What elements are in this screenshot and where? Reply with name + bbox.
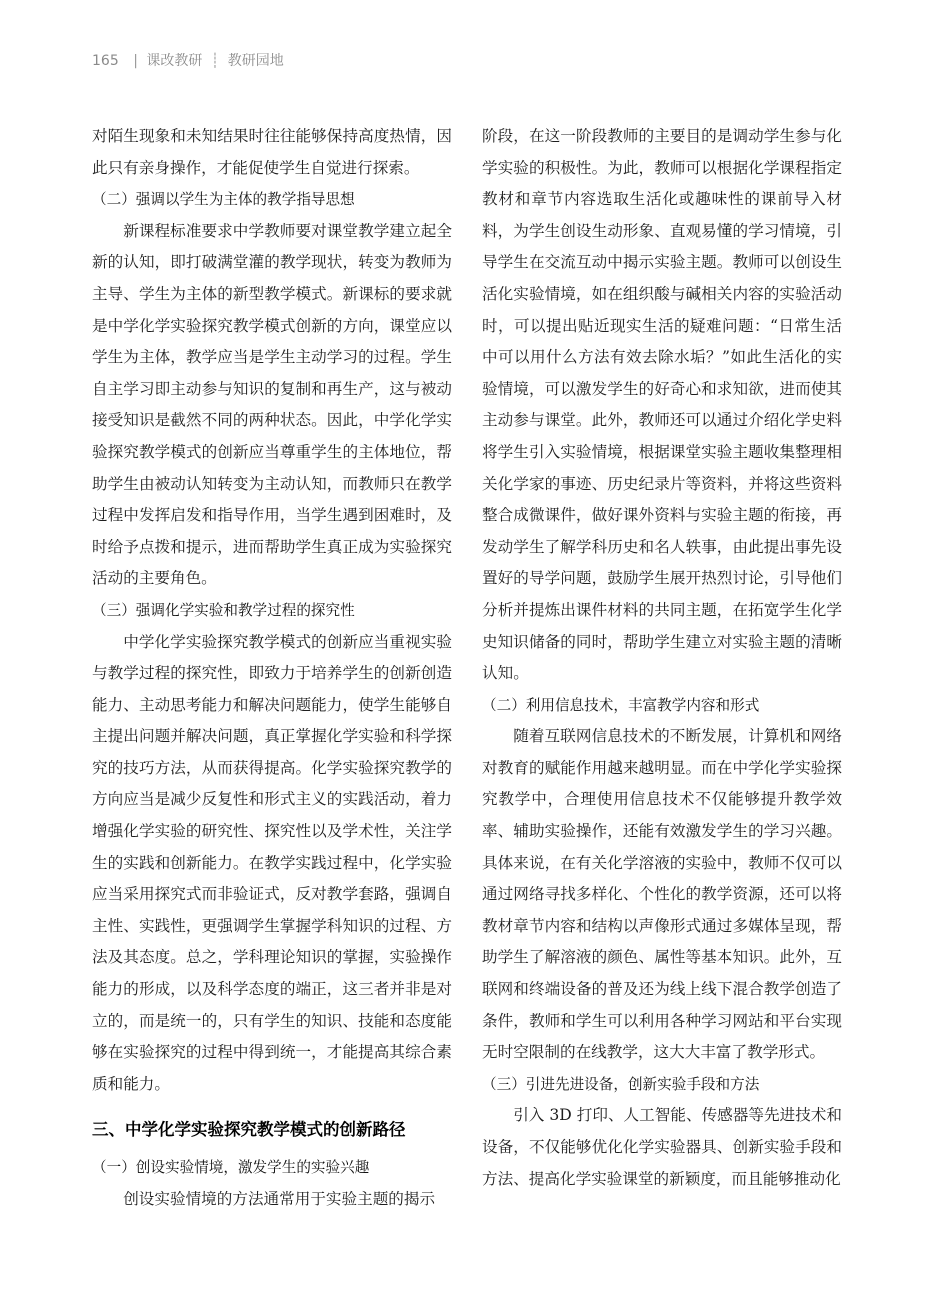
subsection-heading: （二）利用信息技术，丰富教学内容和形式 [482, 696, 760, 714]
paragraph: 创设实验情境的方法通常用于实验主题的揭示 [123, 1189, 436, 1208]
subsection-heading: （三）强调化学实验和教学过程的探究性 [92, 601, 355, 619]
left-column [92, 121, 452, 1215]
section-heading: 三、中学化学实验探究教学模式的创新路径 [92, 1120, 406, 1140]
header-divider: ┊ [210, 53, 220, 69]
subsection-heading: （一）创设实验情境，激发学生的实验兴趣 [92, 1159, 370, 1176]
subsection-heading: （三）引进先进设备，创新实验手段和方法 [482, 1075, 760, 1093]
paragraph: 对陌生现象和未知结果时往往能够保持高度热情，因此只有亲身操作，才能促使学生自觉进行探索。 [92, 127, 452, 177]
header-separator: | [133, 53, 138, 69]
paragraph: 引入 3D 打印、人工智能、传感器等先进技术和设备，不仅能够优化化学实验器具、创新实验手段和方法、提高化学实验课堂的新颖度，而且能够推动化 [482, 1106, 842, 1188]
paragraph: 随着互联网信息技术的不断发展，计算机和网络对教育的赋能作用越来越明显。而在中学化学实验探究教学中，合理使用信息技术不仅能够提升教学效率、辅助实验操作，还能有效激发学生的学习兴趣。具体来说，在有关化学溶液的实验中，教师不仅可以通过网络寻找多样化、个性化的教学资源，还可以将教材章节内容和结构以声像形式通过多媒体呈现，帮助学生了解溶液的颜色、属性等基本知识。此外，互联网和终端设备的普及还为线上线下混合教学创造了条件，教师和学生可以利用各种学习网站和平台实现无时空限制的在线教学，这大大丰富了教学形式。 [482, 727, 842, 1062]
header-subsection: 教研园地 [227, 53, 284, 69]
paragraph: 中学化学实验探究教学模式的创新应当重视实验与教学过程的探究性，即致力于培养学生的创新创造能力、主动思考能力和解决问题能力，使学生能够自主提出问题并解决问题，真正掌握化学实验和科学探究的技巧方法，从而获得提高。化学实验探究教学的方向应当是减少反复性和形式主义的实践活动，着力增强化学实验的研究性、探究性以及学术性，关注学生的实践和创新能力。在教学实践过程中，化学实验应当采用探究式而非验证式，反对教学套路，强调自主性、实践性，更强调学生掌握学科知识的过程、方法及其态度。总之，学科理论知识的掌握，实验操作能力的形成，以及科学态度的端正，这三者并非是对立的，而是统一的，只有学生的知识、技能和态度能够在实验探究的过程中得到统一，才能提高其综合素质和能力。 [92, 632, 452, 1093]
paragraph: 阶段，在这一阶段教师的主要目的是调动学生参与化学实验的积极性。为此，教师可以根据化学课程指定教材和章节内容选取生活化或趣味性的课前导入材料，为学生创设生动形象、直观易懂的学习情境，引导学生在交流互动中揭示实验主题。教师可以创设生活化实验情境，如在组织酸与碱相关内容的实验活动时，可以提出贴近现实生活的疑难问题：“日常生活中可以用什么方法有效去除水垢？”如此生活化的实验情境，可以激发学生的好奇心和求知欲，进而使其主动参与课堂。此外，教师还可以通过介绍化学史料将学生引入实验情境，根据课堂实验主题收集整理相关化学家的事迹、历史纪录片等资料，并将这些资料整合成微课件，做好课外资料与实验主题的衔接，再发动学生了解学科历史和名人轶事，由此提出事先设置好的导学问题，鼓励学生展开热烈讨论，引导他们分析并提炼出课件材料的共同主题，在拓宽学生化学史知识储备的同时，帮助学生建立对实验主题的清晰认知。 [482, 127, 842, 683]
right-column [482, 121, 842, 1195]
header-section: 课改教研 [146, 53, 203, 69]
running-header [92, 50, 284, 70]
paragraph: 新课程标准要求中学教师要对课堂教学建立起全新的认知，即打破满堂灌的教学现状，转变为教师为主导、学生为主体的新型教学模式。新课标的要求就是中学化学实验探究教学模式创新的方向，课堂应以学生为主体，教学应当是学生主动学习的过程。学生自主学习即主动参与知识的复制和再生产，这与被动接受知识是截然不同的两种状态。因此，中学化学实验探究教学模式的创新应当尊重学生的主体地位，帮助学生由被动认知转变为主动认知，而教师只在教学过程中发挥启发和指导作用，当学生遇到困难时，及时给予点拨和提示，进而帮助学生真正成为实验探究活动的主要角色。 [92, 221, 452, 588]
page-number: 165 [92, 53, 119, 69]
subsection-heading: （二）强调以学生为主体的教学指导思想 [92, 191, 355, 209]
